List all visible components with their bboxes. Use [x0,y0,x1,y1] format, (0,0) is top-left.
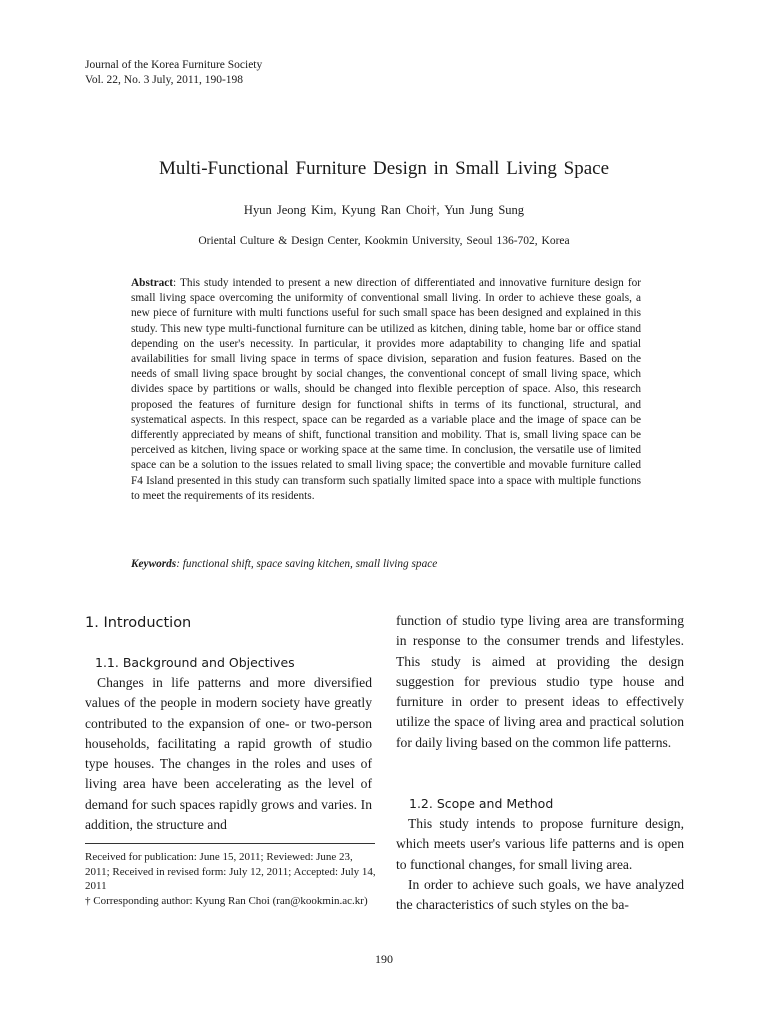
journal-header [85,58,262,88]
subsection-heading-background: 1.1. Background and Objectives [95,655,295,670]
right-paragraph-1: function of studio type living area are transforming in response to the consumer trends and lifestyles. This study is aimed at providing the design suggestion for previous studio type house and furniture in order to present ideas to effectively utilize the space of living area and practical solution for daily living based on the common life patterns. [396,613,684,750]
keywords [131,558,641,570]
footnotes [85,850,377,908]
keywords-label: Keywords [131,558,177,570]
journal-issue: Vol. 22, No. 3 July, 2011, 190-198 [85,74,244,86]
abstract [131,276,641,504]
left-column-text [85,673,372,835]
section-heading-introduction: 1. Introduction [85,615,192,631]
abstract-text: : This study intended to present a new direction of differentiated and innovative furniture design for small living space overcoming the uniformity of conventional small living. In order to achieve these goals, a new piece of furniture with multi functions useful for such small space has been designed and explained in this study. This new type multi-functional furniture can be utilized as kitchen, dining table, home bar or office stand depending on the user's necessity. In particular, it provides more adaptability to changing life and spatial availabilities for small living space in terms of space division, separation and fusion features. Based on the needs of small living space brought by social changes, the conventional concept of small living space, which divides space by partitions or walls, should be changed into flexible perception of space. Also, this research proposed the features of furniture design for functional shifts in terms of its functional, structural, and systematical aspects. In this respect, space can be regarded as a variable place and the image of space can be differently appreciated by means of shift, functional transition and mobility. That is, small living space can be perceived as kitchen, living space or working space at the same time. In conclusion, the versatile use of limited space can be a solution to the issues related to small living space; the convertible and movable furniture called F4 Island presented in this study can transform such spatially limited space into a space with multiple functions to meet the requirements of its residents. [131,277,641,502]
affiliation: Oriental Culture & Design Center, Kookmin University, Seoul 136-702, Korea [198,235,570,247]
right-column-bottom [396,814,684,915]
intro-paragraph: Changes in life patterns and more diversified values of the people in modern society have greatly contributed to the expansion of one- or two-person households, facilitating a rapid growth of studio type houses. The changes in the roles and uses of living area have been accelerating as the level of demand for such spaces rapidly grows and varies. In addition, the structure and [85,675,372,833]
abstract-label: Abstract [131,277,174,289]
footnote-corresponding: † Corresponding author: Kyung Ran Choi (ran@kookmin.ac.kr) [85,894,368,907]
right-paragraph-3: In order to achieve such goals, we have analyzed the characteristics of such styles on the ba- [396,876,684,913]
journal-name: Journal of the Korea Furniture Society [85,59,263,71]
footnote-divider [85,843,375,844]
right-paragraph-2: This study intends to propose furniture design, which meets user's various life patterns and is open to functional changes, for small living area. [396,816,684,872]
right-column-top [396,611,684,753]
page-number: 190 [375,952,393,966]
footnote-received: Received for publication: June 15, 2011; Reviewed: June 23, 2011; Received in revised form: July 12, 2011; Accepted: July 14, 2011 [85,851,376,893]
subsection-heading-scope: 1.2. Scope and Method [409,796,554,811]
keywords-text: : functional shift, space saving kitchen, small living space [176,558,438,570]
author-list: Hyun Jeong Kim, Kyung Ran Choi†, Yun Jung Sung [243,203,525,217]
paper-title: Multi-Functional Furniture Design in Small Living Space [158,158,609,179]
